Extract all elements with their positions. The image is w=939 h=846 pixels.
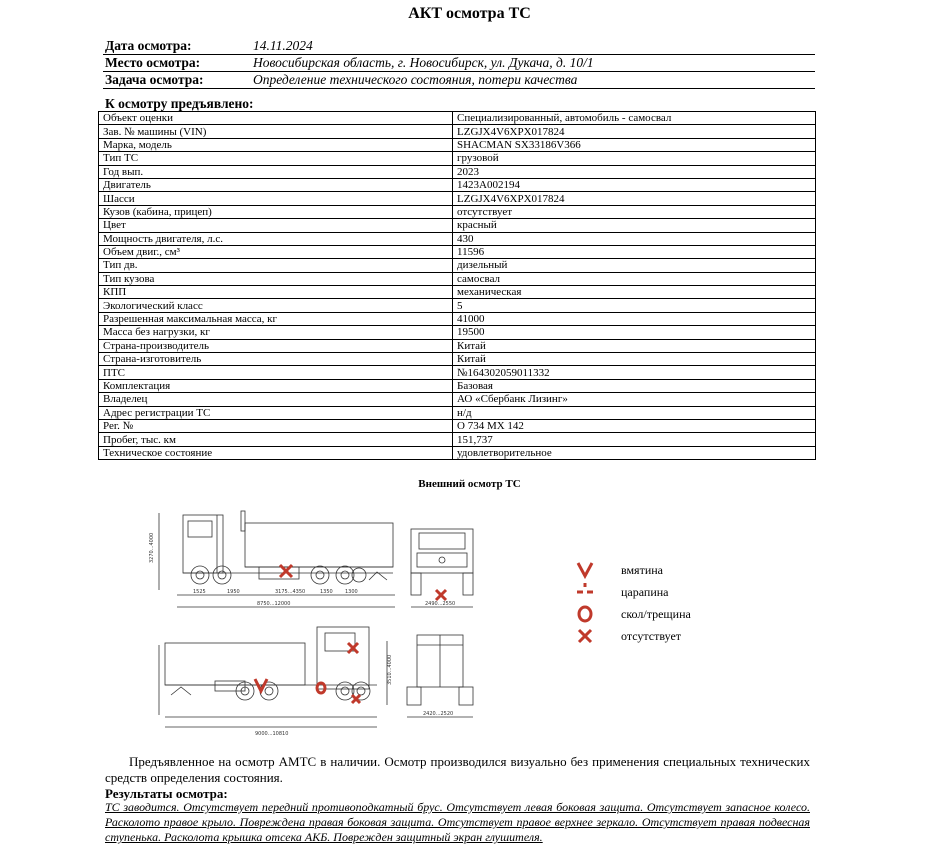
dim-label: 9000...10810 [255,731,289,737]
external-inspection-title: Внешний осмотр ТС [418,478,521,490]
meta-value: Определение технического состояния, потери качества [253,72,578,87]
legend-item-chip [575,604,775,624]
spec-key: Кузов (кабина, прицеп) [99,205,453,218]
spec-row [99,245,816,258]
spec-value: удовлетворительное [453,446,816,459]
meta-row-task [103,71,815,89]
spec-key: Экологический класс [99,299,453,312]
meta-label: Задача осмотра: [105,72,204,87]
dent-icon [575,560,595,580]
missing-mark [348,643,358,653]
dim-label: 3510...4000 [387,654,393,685]
legend-text: вмятина [621,563,663,577]
spec-row [99,419,816,432]
spec-key: КПП [99,286,453,299]
spec-key: Техническое состояние [99,446,453,459]
meta-row-place [103,54,815,72]
results-text: ТС заводится. Отсутствует передний противоподкатный брус. Отсутствует левая боковая защита. Отсутствует запасное колесо. Расколото правое крыло. Повреждена правая боковая защита. Отсутствует правое верхнее зеркало. Отсутствует правая подвесная ступенька. Расколота крышка отсека АКБ. Поврежден защитный экран глушителя. [105,800,810,844]
missing-mark [352,695,360,703]
spec-row [99,366,816,379]
meta-value: 14.11.2024 [253,38,313,53]
chip-icon [575,604,595,624]
legend-text: царапина [621,585,669,599]
spec-row [99,286,816,299]
missing-icon [575,626,595,646]
spec-table [98,111,816,460]
spec-row [99,406,816,419]
meta-label: Место осмотра: [105,55,201,70]
spec-key: Комплектация [99,379,453,392]
spec-value: 2023 [453,165,816,178]
spec-row [99,178,816,191]
spec-value: 151,737 [453,433,816,446]
spec-key: Двигатель [99,178,453,191]
spec-row [99,393,816,406]
spec-key: Масса без нагрузки, кг [99,326,453,339]
truck-front-view [411,529,473,607]
spec-key: Шасси [99,192,453,205]
spec-row [99,165,816,178]
legend-text: скол/трещина [621,607,691,621]
spec-value: грузовой [453,152,816,165]
spec-key: Год вып. [99,165,453,178]
dim-label: 2420...2520 [423,711,454,717]
spec-value: 41000 [453,312,816,325]
spec-value: Специализированный, автомобиль - самосвал [453,112,816,125]
dim-label: 2490...2550 [425,601,456,607]
spec-value: дизельный [453,259,816,272]
dim-label: 1350 [320,589,333,595]
spec-key: Владелец [99,393,453,406]
spec-value: LZGJX4V6XPX017824 [453,125,816,138]
spec-value: 1423A002194 [453,178,816,191]
spec-key: ПТС [99,366,453,379]
spec-value: 19500 [453,326,816,339]
spec-row [99,138,816,151]
spec-key: Пробег, тыс. км [99,433,453,446]
spec-row [99,112,816,125]
spec-row [99,379,816,392]
spec-row [99,232,816,245]
legend-item-scratch [575,582,775,602]
truck-drawing [149,505,500,737]
spec-row [99,433,816,446]
dim-label: 3175...4350 [275,589,306,595]
dim-label: 1950 [227,589,240,595]
spec-value: SHACMAN SX33186V366 [453,138,816,151]
spec-key: Страна-производитель [99,339,453,352]
spec-key: Разрешенная максимальная масса, кг [99,312,453,325]
spec-value: 11596 [453,245,816,258]
spec-key: Зав. № машины (VIN) [99,125,453,138]
spec-row [99,299,816,312]
spec-key: Рег. № [99,419,453,432]
spec-row [99,339,816,352]
spec-value: 5 [453,299,816,312]
dim-label: 8750...12000 [257,601,291,607]
spec-row [99,326,816,339]
spec-key: Марка, модель [99,138,453,151]
spec-row [99,259,816,272]
spec-row [99,219,816,232]
legend-item-missing [575,626,775,646]
legend-text: отсутствует [621,629,682,643]
spec-row [99,272,816,285]
spec-value: Китай [453,353,816,366]
missing-mark [436,590,446,600]
spec-key: Тип ТС [99,152,453,165]
meta-label: Дата осмотра: [105,38,192,53]
spec-key: Объект оценки [99,112,453,125]
spec-value: АО «Сбербанк Лизинг» [453,393,816,406]
spec-value: механическая [453,286,816,299]
spec-row [99,192,816,205]
spec-row [99,353,816,366]
dim-height-top: 3270...4000 [149,532,155,563]
spec-value: 430 [453,232,816,245]
spec-value: О 734 МХ 142 [453,419,816,432]
legend-item-dent [575,560,775,580]
document-title: АКТ осмотра ТС [408,5,531,22]
spec-row [99,125,816,138]
spec-value: LZGJX4V6XPX017824 [453,192,816,205]
dim-label: 1300 [345,589,358,595]
truck-rear-view [407,635,473,717]
spec-key: Объем двиг., см³ [99,245,453,258]
spec-value: самосвал [453,272,816,285]
dim-label: 1525 [193,589,206,595]
meta-row-date [103,37,815,55]
spec-row [99,312,816,325]
spec-value: Китай [453,339,816,352]
spec-value: н/д [453,406,816,419]
chip-mark [317,683,325,693]
spec-key: Цвет [99,219,453,232]
spec-value: отсутствует [453,205,816,218]
spec-key: Тип кузова [99,272,453,285]
spec-key: Страна-изготовитель [99,353,453,366]
truck-side-view-left [149,511,395,607]
spec-row [99,446,816,459]
scratch-icon [575,582,595,602]
spec-row [99,152,816,165]
section-title: К осмотру предъявлено: [105,96,254,111]
spec-value: красный [453,219,816,232]
spec-row [99,205,816,218]
truck-side-view-right [159,627,393,737]
spec-value: Базовая [453,379,816,392]
meta-value: Новосибирская область, г. Новосибирск, ул. Дукача, д. 10/1 [253,55,594,70]
results-title: Результаты осмотра: [105,786,228,801]
spec-key: Тип дв. [99,259,453,272]
inspection-note: Предъявленное на осмотр АМТС в наличии. Осмотр производился визуально без применения специальных технических средств определения состояния. [105,754,810,785]
spec-key: Мощность двигателя, л.с. [99,232,453,245]
spec-key: Адрес регистрации ТС [99,406,453,419]
spec-value: №164302059011332 [453,366,816,379]
